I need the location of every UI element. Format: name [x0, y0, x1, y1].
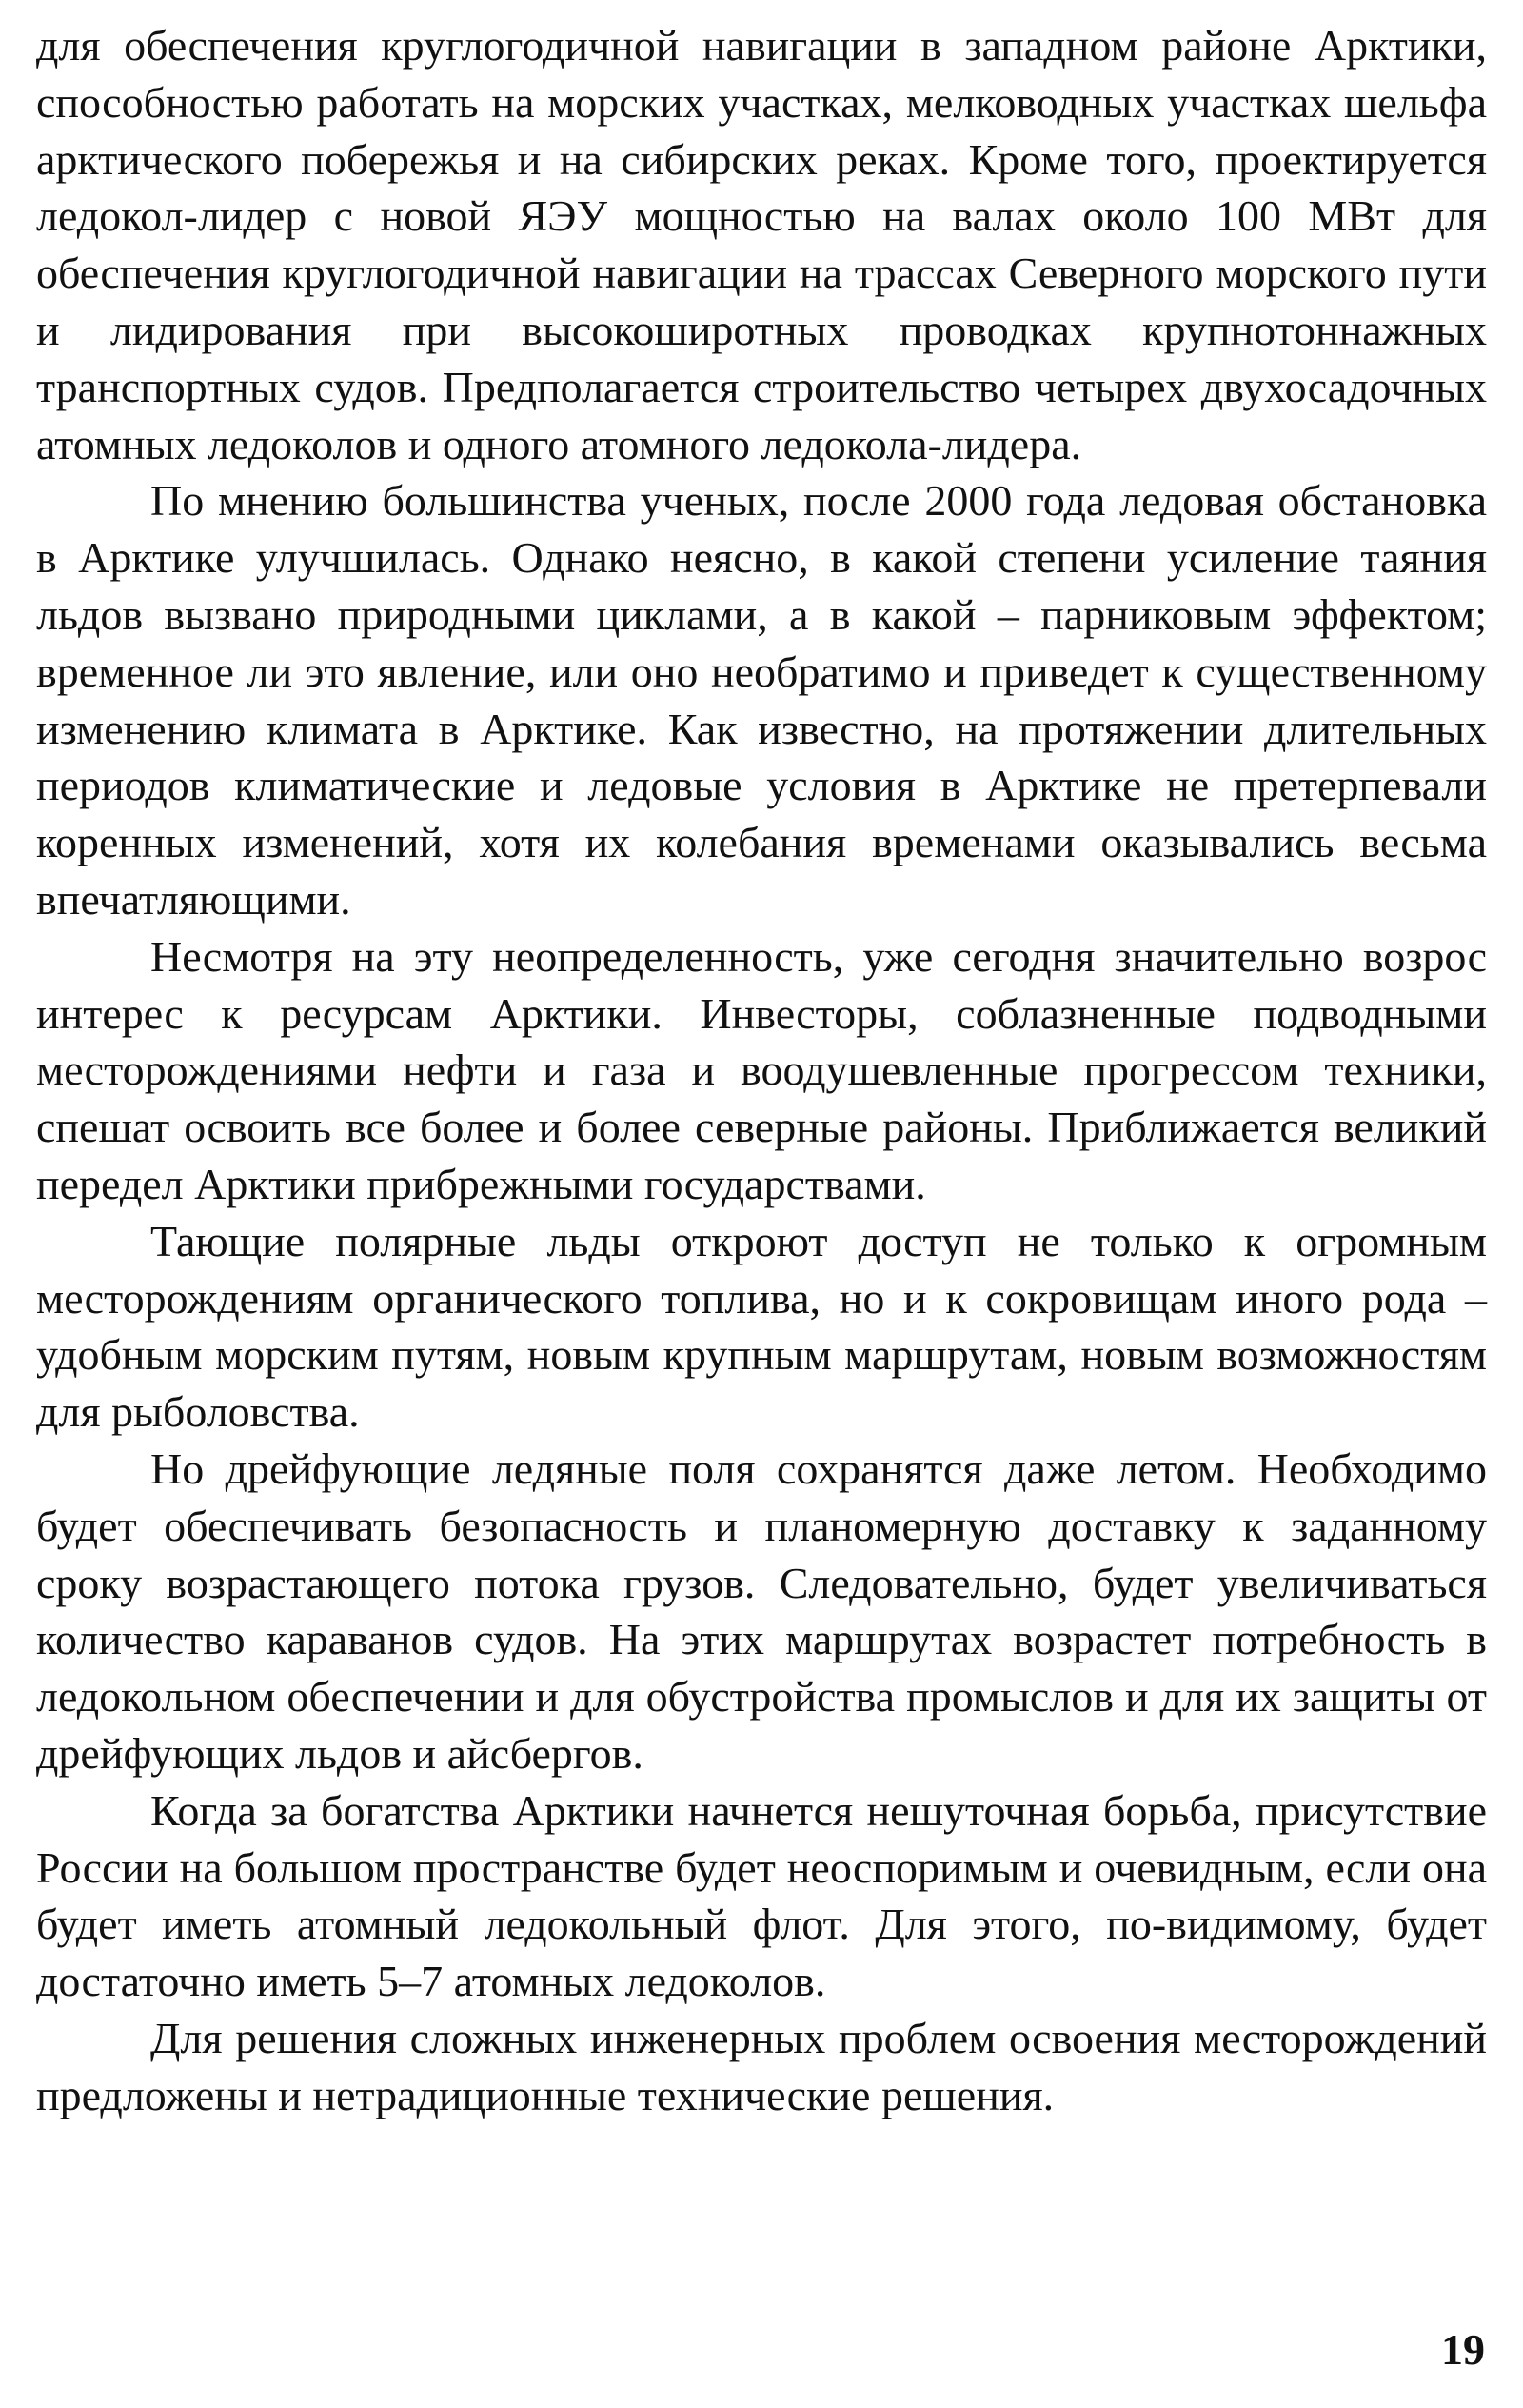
paragraph-engineering: Для решения сложных инженерных проблем освоения месторождений предложены и нетрадиционные технические решения. — [36, 2013, 1487, 2119]
body-text — [36, 17, 1487, 2123]
paragraph-drifting-ice: Но дрейфующие ледяные поля сохранятся даже летом. Необходимо будет обеспечивать безопасность и планомерную доставку к заданному сроку возрастающего потока грузов. Следовательно, будет увеличиваться количество караванов судов. На этих маршрутах возрастет потребность в ледокольном обеспечении и для обустройства промыслов и для их защиты от дрейфующих льдов и айсбергов. — [36, 1443, 1487, 1778]
paragraph-continuation: для обеспечения круглогодичной навигации в западном районе Арктики, способностью работать на морских участках, мелководных участках шельфа арктического побережья и на сибирских реках. Кроме того, проектируется ледокол-лидер с новой ЯЭУ мощностью на валах около 100 МВт для обеспечения круглогодичной навигации на трассах Северного морского пути и лидирования при высокоширотных проводках крупнотоннажных транспортных судов. Предполагается строительство четырех двухосадочных атомных ледоколов и одного атомного ледокола-лидера. — [36, 21, 1487, 468]
page-number: 19 — [1441, 2325, 1485, 2374]
paragraph-russia-fleet: Когда за богатства Арктики начнется нешуточная борьба, присутствие России на большом пространстве будет неоспоримым и очевидным, если она будет иметь атомный ледокольный флот. Для этого, по-видимому, будет достаточно иметь 5–7 атомных ледоколов. — [36, 1785, 1487, 2006]
paragraph-resource-interest: Несмотря на эту неопределенность, уже сегодня значительно возрос интерес к ресурсам Арктики. Инвесторы, соблазненные подводными месторождениями нефти и газа и воодушевленные прогрессом техники, спешат освоить все более и более северные районы. Приближается великий передел Арктики прибрежными государствами. — [36, 931, 1487, 1208]
paragraph-melting-ice: Тающие полярные льды откроют доступ не только к огромным месторождениям органического топлива, но и к сокровищам иного рода – удобным морским путям, новым крупным маршрутам, новым возможностям для рыболовства. — [36, 1216, 1487, 1437]
paragraph-ice-conditions: По мнению большинства ученых, после 2000 года ледовая обстановка в Арктике улучшилась. Однако неясно, в какой степени усиление таяния льдов вызвано природными циклами, а в какой – парниковым эффектом; временное ли это явление, или оно необратимо и приведет к существенному изменению климата в Арктике. Как известно, на протяжении длительных периодов климатические и ледовые условия в Арктике не претерпевали коренных изменений, хотя их колебания временами оказывались весьма впечатляющими. — [36, 476, 1487, 924]
